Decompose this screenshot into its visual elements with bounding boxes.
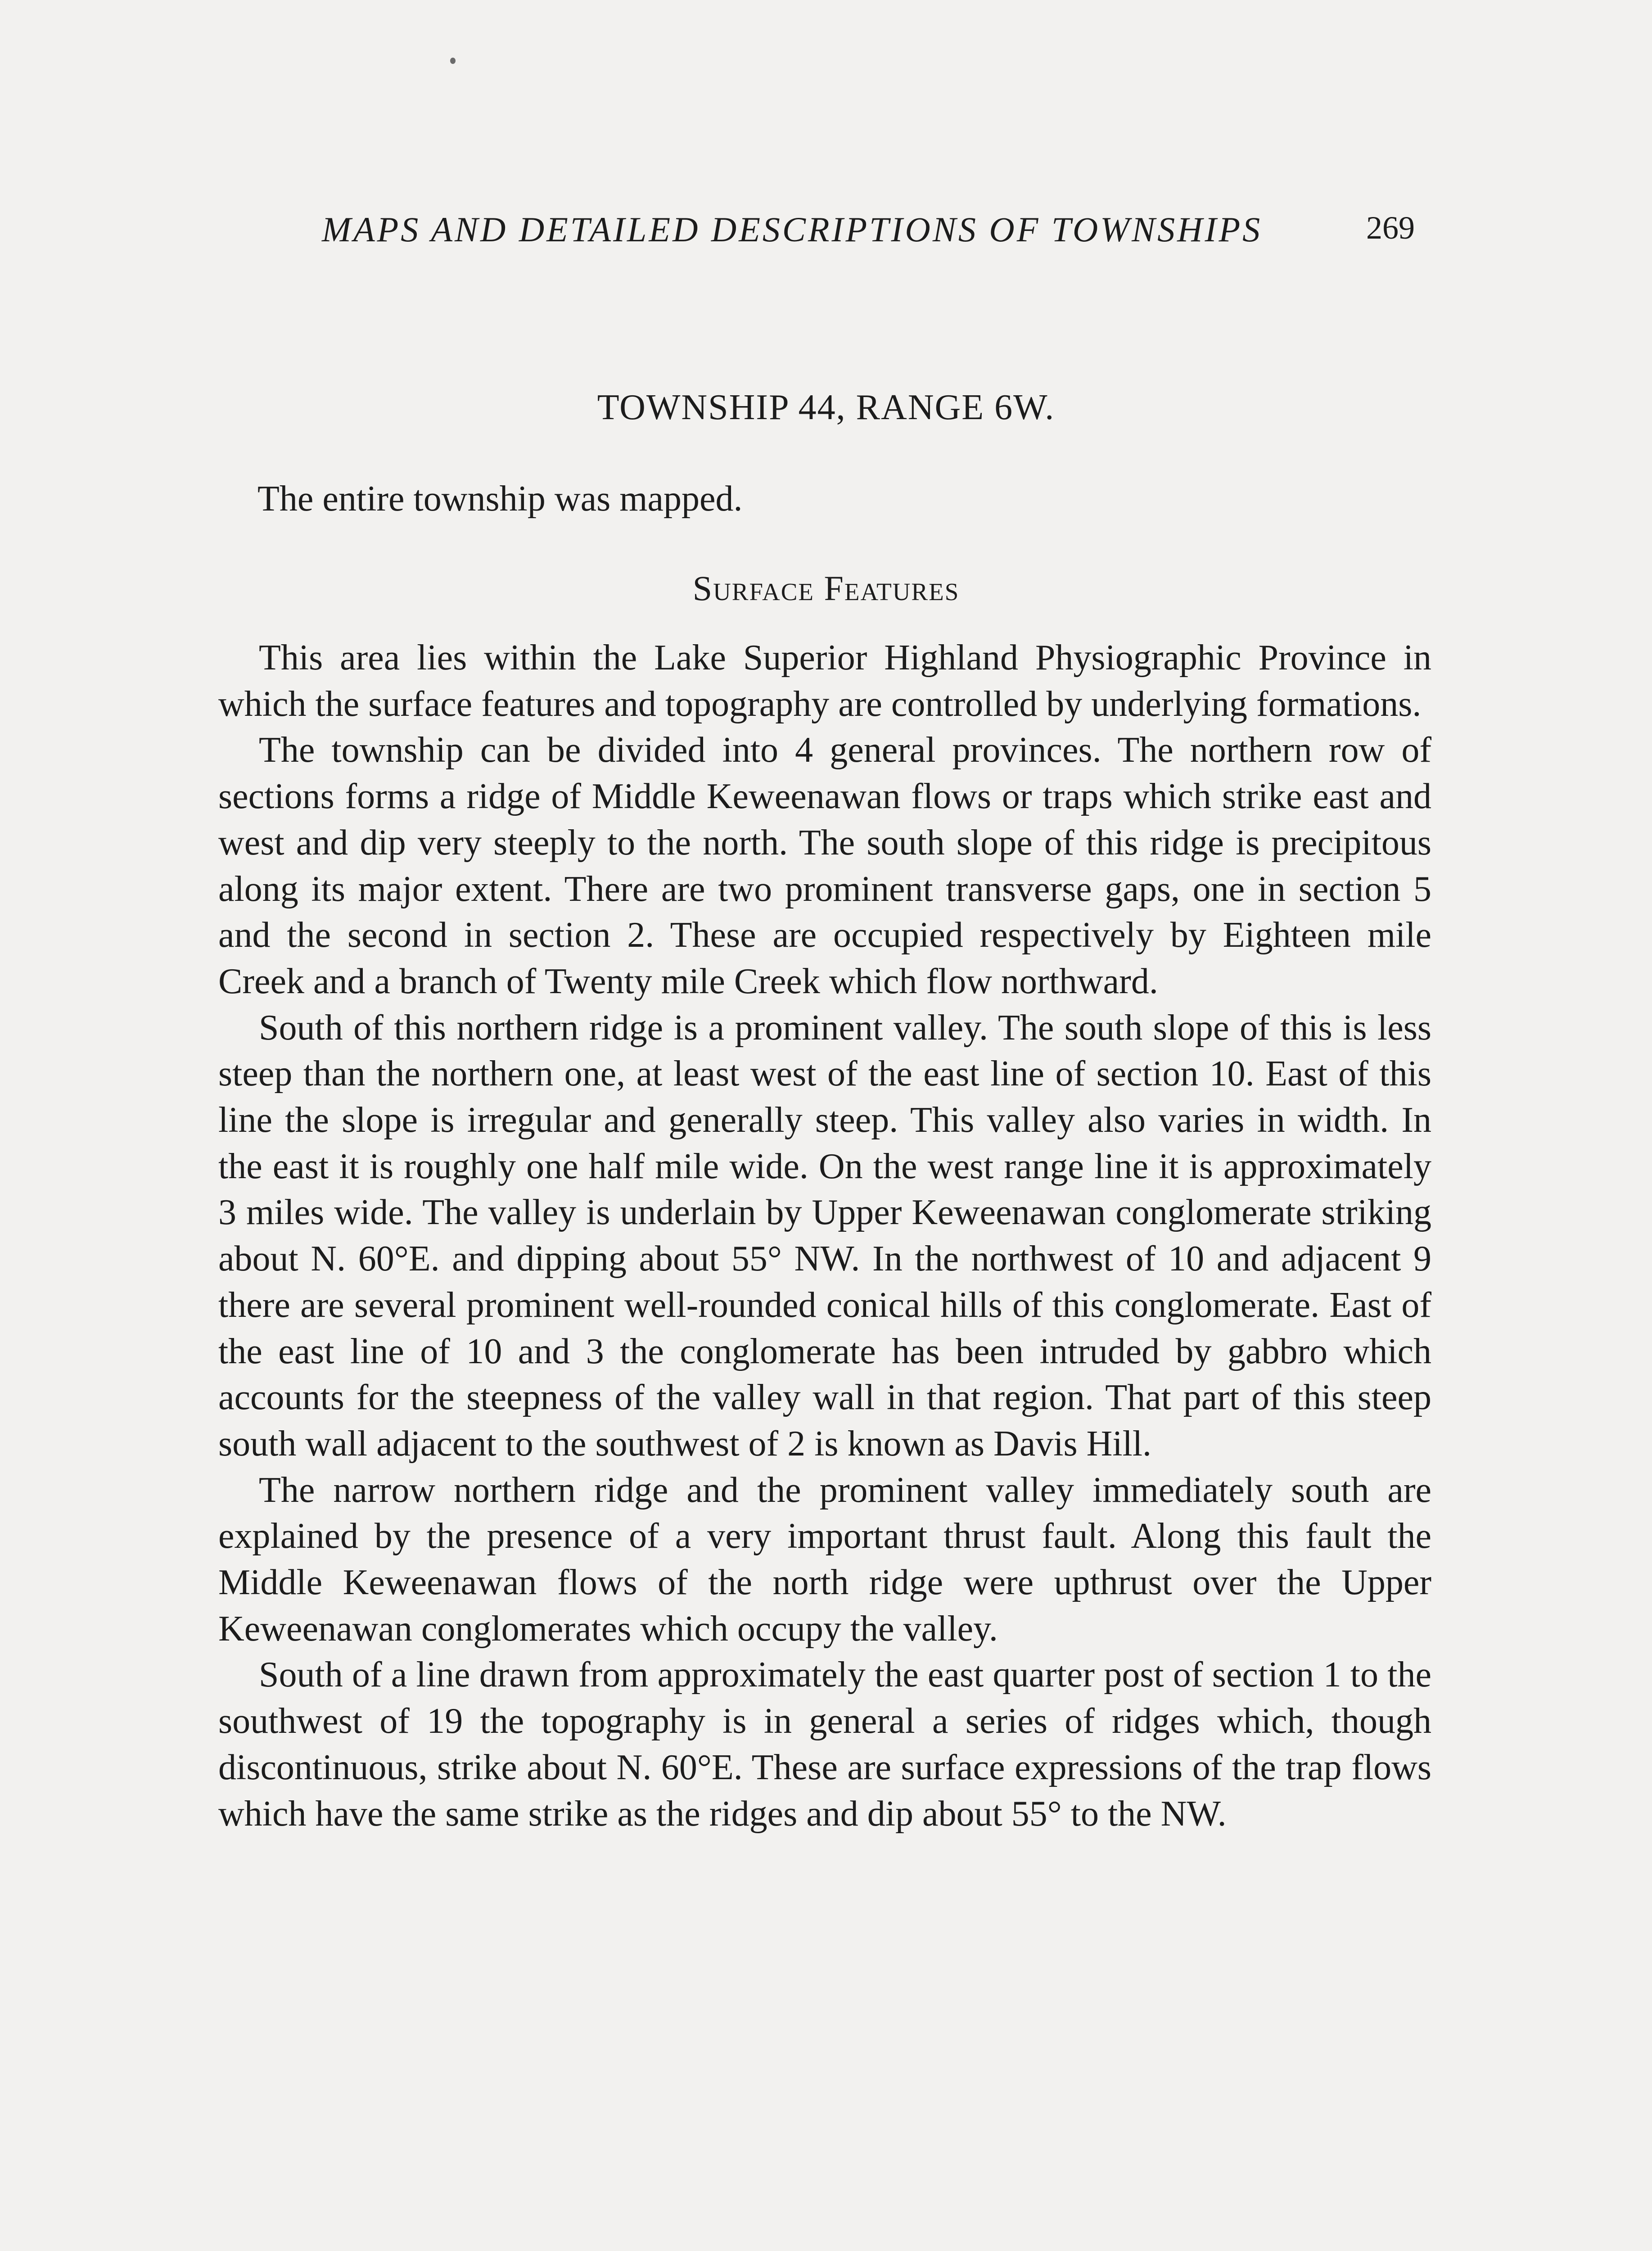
paragraph: South of a line drawn from approximately the east quarter post of section 1 to the southwest of 19 the topography is in general a series of ridges which, though discontinuous, strike about N. 60°E. These are surface expressions of the trap flows which have the same strike as the ridges and dip about 55° to the NW. xyxy=(218,1655,1431,1834)
paragraph: This area lies within the Lake Superior Highland Physiographic Province in which the surface features and topography are controlled by underlying formations. xyxy=(218,638,1431,724)
page-number: 269 xyxy=(1366,210,1415,246)
paragraph: South of this northern ridge is a prominent valley. The south slope of this is less steep than the northern one, at least west of the east line of section 10. East of this line the slope is irregular and generally steep. This valley also varies in width. In the east it is roughly one half mile wide. On the west range line it is approximately 3 miles wide. The valley is underlain by Upper Keweenawan conglomerate striking about N. 60°E. and dipping about 55° NW. In the northwest of 10 and adjacent 9 there are several prominent well-rounded conical hills of this conglomerate. East of the east line of 10 and 3 the conglomerate has been intruded by gabbro which accounts for the steepness of the valley wall in that region. That part of this steep south wall adjacent to the southwest of 2 is known as Davis Hill. xyxy=(218,1008,1431,1464)
ink-speck xyxy=(450,58,456,64)
body-text xyxy=(218,635,1431,1837)
running-header: MAPS AND DETAILED DESCRIPTIONS OF TOWNSHIPS xyxy=(322,210,1263,249)
section-heading: Surface Features xyxy=(692,569,960,608)
paragraph: The narrow northern ridge and the prominent valley immediately south are explained by the presence of a very important thrust fault. Along this fault the Middle Keweenawan flows of the north ridge were upthrust over the Upper Keweenawan conglomerates which occupy the valley. xyxy=(218,1470,1431,1649)
township-title: TOWNSHIP 44, RANGE 6W. xyxy=(597,388,1055,427)
intro-sentence: The entire township was mapped. xyxy=(257,479,743,519)
paragraph: The township can be divided into 4 general provinces. The northern row of sections forms a ridge of Middle Keweenawan flows or traps which strike east and west and dip very steeply to the north. The south slope of this ridge is precipitous along its major extent. There are two prominent transverse gaps, one in section 5 and the second in section 2. These are occupied respectively by Eighteen mile Creek and a branch of Twenty mile Creek which flow northward. xyxy=(218,730,1431,1001)
